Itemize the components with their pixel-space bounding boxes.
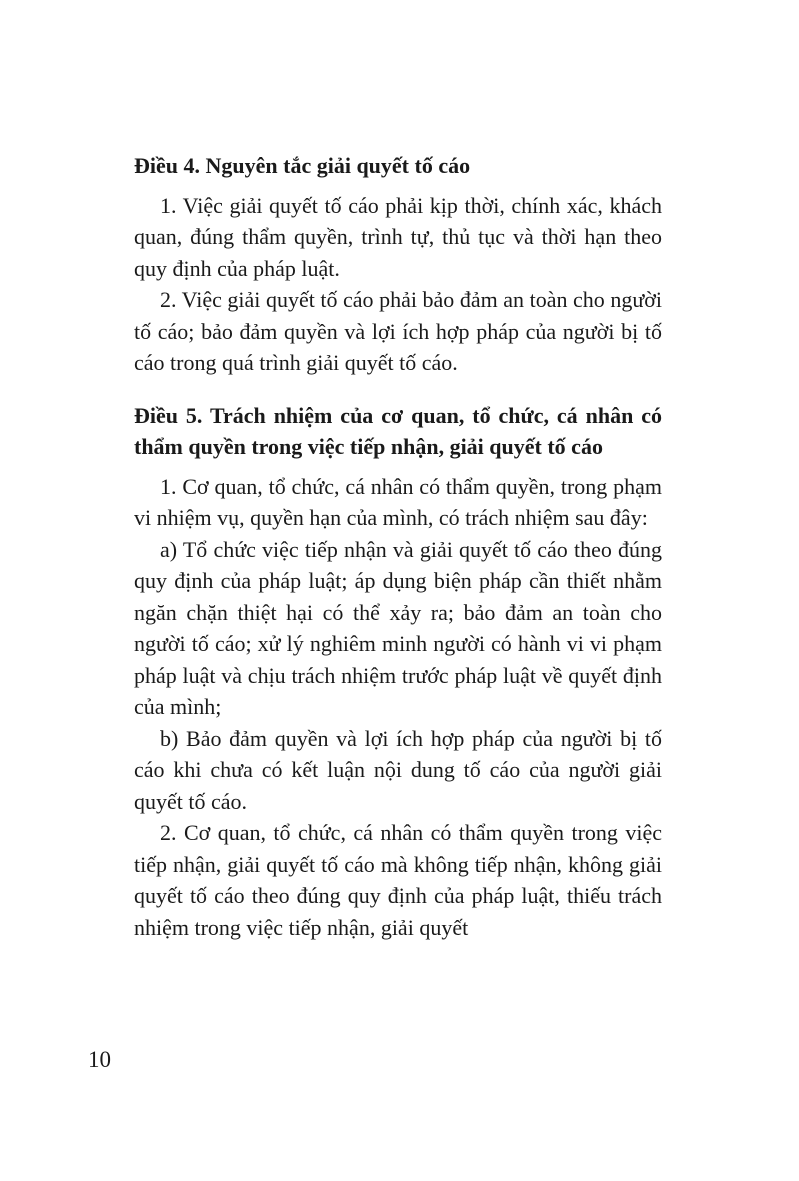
article-5-clause-2: 2. Cơ quan, tổ chức, cá nhân có thẩm quyền trong việc tiếp nhận, giải quyết tố cáo mà không tiếp nhận, không giải quyết tố cáo theo đúng quy định của pháp luật, thiếu trách nhiệm trong việc tiếp nhận, giải quyết — [134, 820, 662, 940]
article-4-heading: Điều 4. Nguyên tắc giải quyết tố cáo — [134, 153, 471, 178]
article-4-clause-2: 2. Việc giải quyết tố cáo phải bảo đảm an toàn cho người tố cáo; bảo đảm quyền và lợi ích hợp pháp của người bị tố cáo trong quá trình giải quyết tố cáo. — [134, 287, 662, 375]
page-body — [134, 150, 662, 943]
article-5-clause-1a: a) Tổ chức việc tiếp nhận và giải quyết tố cáo theo đúng quy định của pháp luật; áp dụng biện pháp cần thiết nhằm ngăn chặn thiệt hại có thể xảy ra; bảo đảm an toàn cho người tố cáo; xử lý nghiêm minh người có hành vi vi phạm pháp luật và chịu trách nhiệm trước pháp luật về quyết định của mình; — [134, 536, 662, 719]
article-5-clause-1: 1. Cơ quan, tổ chức, cá nhân có thẩm quyền, trong phạm vi nhiệm vụ, quyền hạn của mình, có trách nhiệm sau đây: — [134, 473, 662, 530]
page-number: 10 — [88, 1047, 111, 1072]
article-5-heading: Điều 5. Trách nhiệm của cơ quan, tổ chức, cá nhân có thẩm quyền trong việc tiếp nhận, giải quyết tố cáo — [134, 402, 662, 459]
article-5-clause-1b: b) Bảo đảm quyền và lợi ích hợp pháp của người bị tố cáo khi chưa có kết luận nội dung tố cáo của người giải quyết tố cáo. — [134, 725, 662, 814]
article-4-clause-1: 1. Việc giải quyết tố cáo phải kịp thời, chính xác, khách quan, đúng thẩm quyền, trình tự, thủ tục và thời hạn theo quy định của pháp luật. — [134, 192, 662, 281]
